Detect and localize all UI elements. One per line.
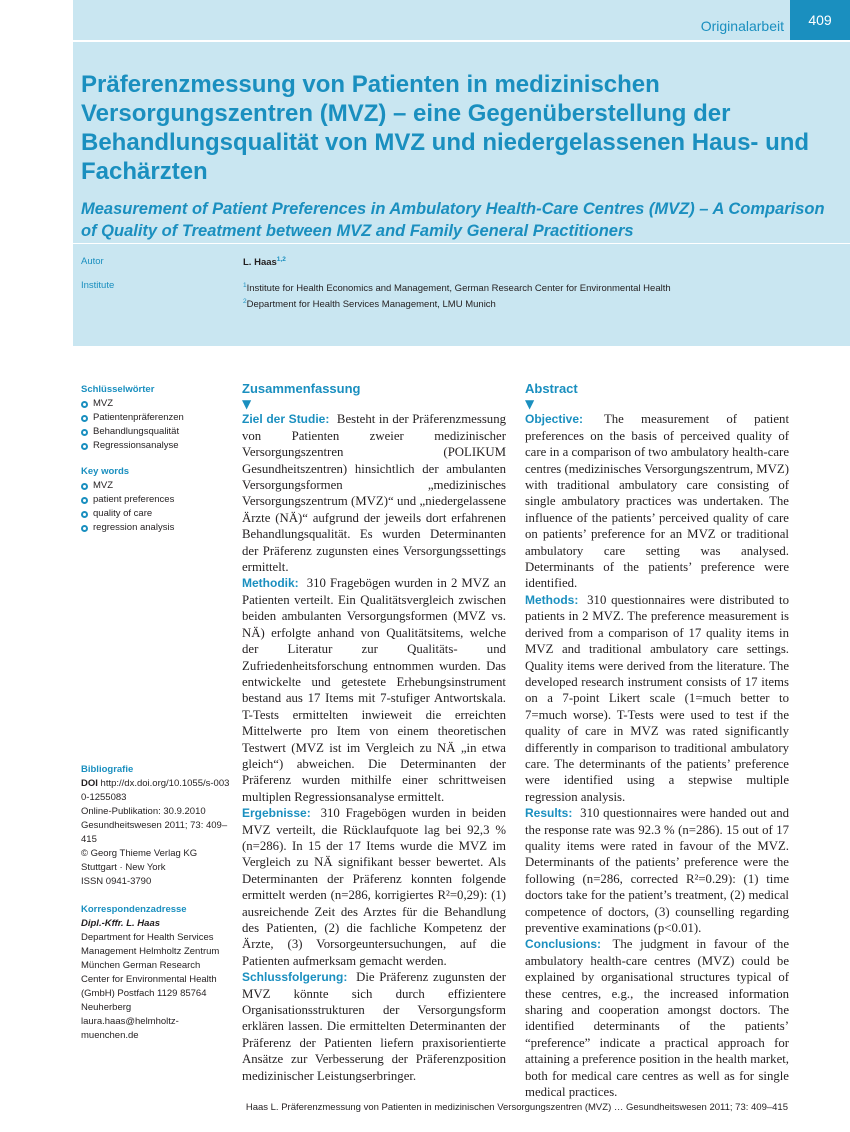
section-label: Ergebnisse: [242,806,311,821]
keyword-text: Regressionsanalyse [93,440,179,451]
section-label: Methodik: [242,576,299,591]
sidebar [81,383,231,1043]
doi-link[interactable]: http://dx.doi.org/10.1055/s-0030-1255083 [81,778,230,803]
abstract-section [525,805,789,936]
bullet-icon [81,415,88,422]
keyword-text: MVZ [93,480,114,491]
correspondence-heading: Korrespondenzadresse [81,904,187,915]
doi [81,777,231,805]
footer-citation: Haas L. Präferenzmessung von Patienten in medizinischen Versorgungszentren (MVZ) … Gesundheitswesen 2011; 73: 409–415 [245,1102,788,1113]
article-title-german: Präferenzmessung von Patienten in medizinischen Versorgungszentren (MVZ) – eine Gegenüberstellung der Behandlungsqualität von MVZ und niedergelassenen Haus- und Fachärzten [81,71,810,185]
section-text: Besteht in der Präferenzmessung von Patienten zweier medizinischer Versorgungszentren (POLIKUM Gesundheitszentren) hinsichtlich der ambulanten Versorgungsformen „medizinisches Versorgungszentrum (MVZ)“ und „niedergelassene Ärzte (NÄ)“ aufgrund der jeweils dort erfahrenen Behandlungsqualität. Es wurden Determinanten der Präferenz zugunsten eines Versorgungssettings ermittelt. [242,412,506,575]
article-title-english: Measurement of Patient Preferences in Ambulatory Health-Care Centres (MVZ) – A Comparison of Quality of Treatment between MVZ and Family General Practitioners [81,200,825,240]
bullet-icon [81,497,88,504]
section-text: 310 questionnaires were distributed to patients in 2 MVZ. The preference measurement is derived from a comparison of 17 quality items in MVZ and traditional ambulatory care settings. Quality items were derived from the literature. The developed research instrument consists of 17 items on a 7-point Likert scale (1=much better to 7=much worse). T-Tests were used to test if the quality of care in MVZ was rated significantly differently in comparison to traditional ambulatory care. The determinants of the patients’ preference were identified using a stepwise multiple regression analysis. [525,592,790,804]
abstract-section [525,411,789,591]
section-label: Results: [525,806,573,821]
keyword-item [81,493,231,507]
author-name-text: L. Haas [243,257,277,269]
title-divider [73,243,850,244]
abstract-de-heading: Zusammenfassung [242,381,361,396]
institute-item [243,296,671,312]
header-divider [73,40,850,42]
keyword-text: patient preferences [93,494,175,505]
author-name [243,256,286,268]
abstract-german [242,381,506,1084]
institute-sup: 1 [243,282,247,289]
abstract-section [242,969,506,1084]
section-text: 310 Fragebögen wurden in beiden MVZ verteilt, die Rücklaufquote lag bei 92,3 % (n=286). In 15 der 17 Items wurde die MVZ im Vergleich zu NÄ signifikant besser bewertet. Als Determinanten der Präferenz konnten folgende ermittelt werden (n=286, korrigiertes R²=0,29): (1) ausreichende Zeit des Arztes für die Behandlung des Patienten, (2) die fachliche Kompetenz der Ärzte, (3) Vorsorgeuntersuchungen, auf die Patienten aufmerksam gemacht werden. [242,806,506,968]
keyword-item [81,425,231,439]
section-text: The judgment in favour of the ambulatory health-care centres (MVZ) could be explained by organisational structures typical of these centres, e.g., the increased information sharing and cooperation amongst doctors. The identified determinants of the patients’ “preference” indicate a practical approach for attaining a preference position in the health market, both for medical care centres as well as for single medical practices. [525,937,790,1100]
keyword-text: Behandlungsqualität [93,426,180,437]
abstract-english [525,381,789,1100]
online-publication: Online-Publikation: 30.9.2010 [81,806,206,817]
section-text: 310 questionnaires were handed out and the response rate was 92.3 % (n=286). 15 out of 17 quality items were rated in favour of the MVZ. Determinants of the patients’ preference were the following (n=286, corrected R²=0.29): (1) time doctors take for the patient’s treatment, (2) medical competence of doctors, (3) counselling regarding preventive examinations (p<0.01). [525,806,790,935]
section-text: The measurement of patient preferences on the basis of perceived quality of care in a comparison of two ambulatory health-care centres (medizinisches Versorgungszentrum, MVZ) with traditional ambulatory care consisting of single ambulatory practices was undertaken. The influence of the patients’ perceived quality of care on patients’ preference for an MVZ or traditional ambulatory care setting was analysed. Determinants of the patients’ preference were identified. [525,412,789,591]
keywords-de-list [81,397,231,453]
keyword-text: MVZ [93,398,114,409]
section-text: Die Präferenz zugunsten der MVZ könnte sich durch effizientere Organisationsstrukturen der Versorgungsform erklären lassen. Die ermittelten Determinanten der Präferenz der Patienten liefern praxisorientierte Ansätze zur Verbesserung der Präferenzposition medizinischer Leistungserbringer. [242,970,506,1083]
section-label: Methods: [525,592,579,607]
section-label: Originalarbeit [700,18,784,34]
section-label: Conclusions: [525,937,602,952]
bullet-icon [81,483,88,490]
abstract-section [525,936,789,1100]
section-label: Schlussfolgerung: [242,970,348,985]
abstract-en-heading: Abstract [525,381,578,396]
abstract-section [242,411,506,575]
institute-list [243,280,671,311]
institute-text: Institute for Health Economics and Management, German Research Center for Environmental Health [246,283,671,295]
bibliography-heading: Bibliografie [81,764,134,775]
bullet-icon [81,443,88,450]
keyword-item [81,479,231,493]
author-affiliation-sup: 1,2 [276,256,286,263]
keyword-item [81,397,231,411]
bullet-icon [81,525,88,532]
triangle-down-icon: ▼ [525,397,535,412]
keyword-item [81,439,231,453]
keyword-item [81,507,231,521]
institute-sup: 2 [243,297,247,305]
keywords-de-heading: Schlüsselwörter [81,384,155,395]
keywords-en-heading: Key words [81,466,130,477]
correspondence-address: Department for Health Services Management Helmholtz Zentrum München German Research Center for Environmental Health (GmbH) Postfach 1129 85764 Neuherberg laura.haas@helmholtz-muenchen.de [81,932,220,1041]
page-number: 409 [790,0,850,40]
issn: ISSN 0941-3790 [81,876,152,887]
section-label: Objective: [525,412,584,427]
abstract-section [242,805,506,969]
triangle-down-icon: ▼ [242,397,252,412]
bullet-icon [81,401,88,408]
keyword-text: regression analysis [93,522,175,533]
institute-item [243,280,671,296]
keyword-text: Patientenpräferenzen [93,412,184,423]
keyword-item [81,521,231,535]
bullet-icon [81,429,88,436]
keyword-item [81,411,231,425]
keywords-en-list [81,479,231,535]
section-text: 310 Fragebögen wurden in 2 MVZ an Patienten verteilt. Ein Qualitätsvergleich zwischen beiden ambulanten Versorgungsformen (MVZ vs. NÄ) erfolgte anhand von Qualitätsitems, welche der Literatur zur Qualitäts- und Zufriedenheitsforschung entnommen wurden. Das entwickelte und getestete Erhebungsinstrument bestand aus 17 Items mit 7-stufiger Antwortskala. T-Tests ermittelten inwieweit die erreichten Mittelwerte pro Item von einem theoretischen Testwert (MVZ ist im Vergleich zu NÄ „in etwa gleich“) abweichen. Die Determinanten der Präferenz wurden mithilfe einer schrittweisen multiplen Regressionsanalyse ermittelt. [242,576,507,804]
doi-label: DOI [81,778,98,789]
correspondence-name: Dipl.-Kffr. L. Haas [81,918,161,929]
section-label: Ziel der Studie: [242,412,330,427]
copyright: © Georg Thieme Verlag KG Stuttgart · New York [81,848,198,873]
keyword-text: quality of care [93,508,153,519]
abstract-section [525,592,789,805]
bullet-icon [81,511,88,518]
institute-text: Department for Health Services Management, LMU Munich [246,298,496,310]
institute-label: Institute [81,280,115,291]
author-label: Autor [81,256,104,267]
abstract-section [242,575,506,805]
journal-citation: Gesundheitswesen 2011; 73: 409–415 [81,820,228,845]
